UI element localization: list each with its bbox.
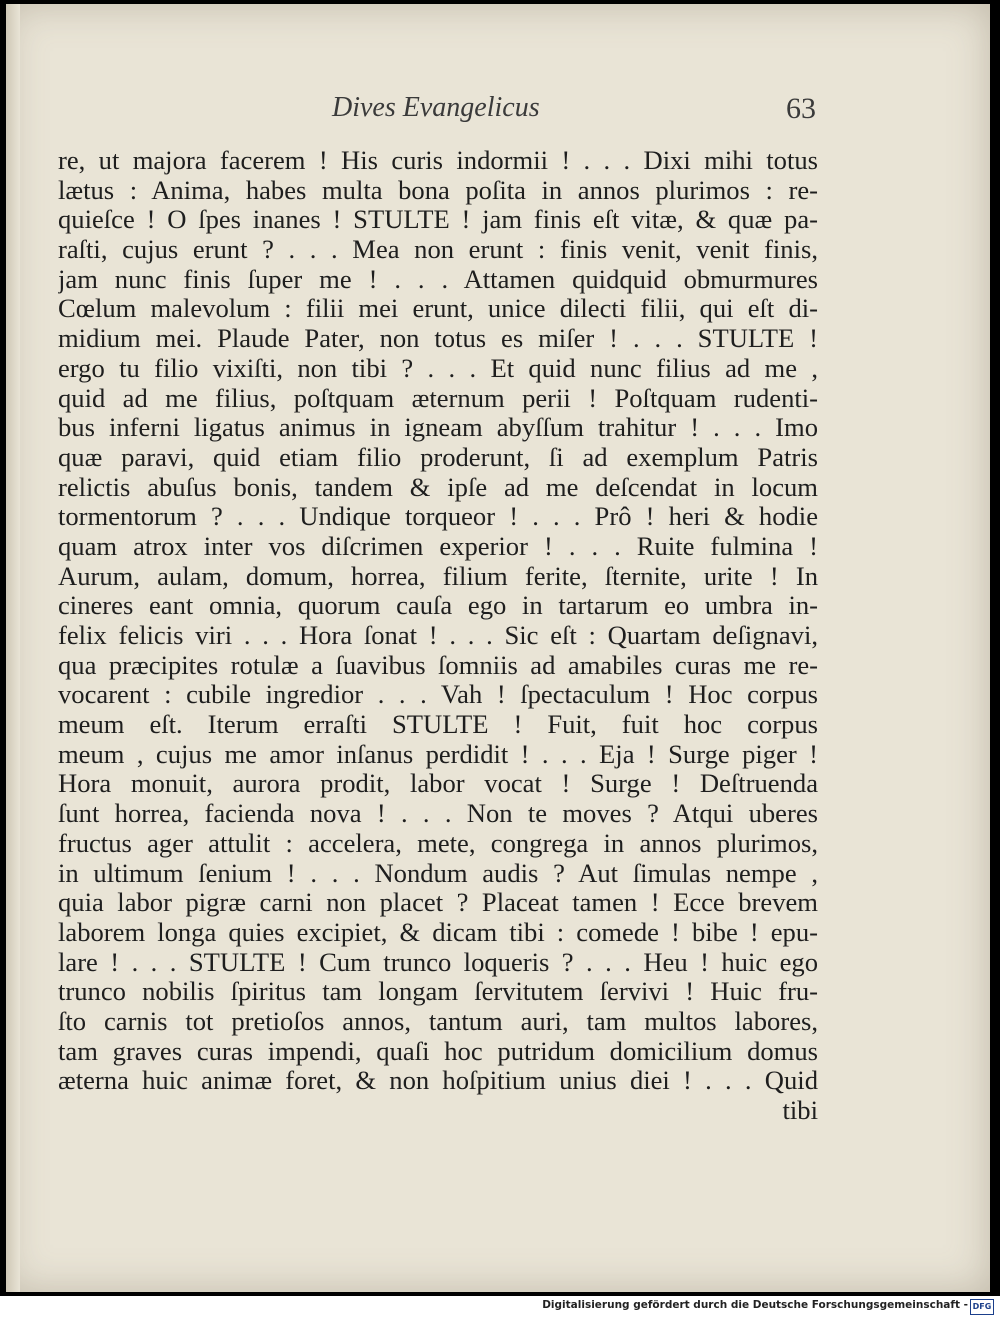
text-line: midium mei. Plaude Pater, non totus es miſer ! . . . STULTE !	[58, 324, 818, 354]
text-line: cineres eant omnia, quorum cauſa ego in tartarum eo umbra in-	[58, 591, 818, 621]
text-line: relictis abuſus bonis, tandem & ipſe ad me deſcendat in locum	[58, 472, 818, 502]
text-line: quieſce ! O ſpes inanes ! STULTE ! jam finis eſt vitæ, & quæ pa-	[58, 205, 818, 235]
text-line: ergo tu filio vixiſti, non tibi ? . . . Et quid nunc filius ad me ,	[58, 353, 818, 383]
text-line: tibi	[782, 1096, 818, 1125]
text-line: meum eſt. Iterum erraſti STULTE ! Fuit, fuit hoc corpus	[58, 710, 818, 740]
digitization-footer	[0, 1296, 1000, 1319]
text-line: quam atrox inter vos diſcrimen experior ! . . . Ruite fulmina !	[58, 531, 818, 561]
text-line: quæ paravi, quid etiam filio proderunt, ſi ad exemplum Patris	[58, 442, 818, 472]
running-title: Dives Evangelicus	[332, 92, 540, 123]
page-number: 63	[786, 92, 816, 125]
page-header	[6, 92, 990, 132]
dfg-logo: DFG	[970, 1299, 994, 1315]
text-line: trunco nobilis ſpiritus tam longam ſervitutem ſervivi ! Huic fru-	[58, 977, 818, 1007]
text-line: fructus ager attulit : accelera, mete, congrega in annos plurimos,	[58, 828, 818, 858]
text-line: tam graves curas impendi, quaſi hoc putridum domicilium domus	[58, 1036, 818, 1066]
text-line: quid ad me filius, poſtquam æternum perii ! Poſtquam rudenti-	[58, 383, 818, 413]
text-line: raſti, cujus erunt ? . . . Mea non erunt : finis venit, venit finis,	[58, 235, 818, 265]
text-line: in ultimum ſenium ! . . . Nondum audis ? Aut ſimulas nempe ,	[58, 858, 818, 888]
text-line: lætus : Anima, habes multa bona poſita in annos plurimos : re-	[58, 175, 818, 205]
text-line: Aurum, aulam, domum, horrea, filium ferite, ſternite, urite ! In	[58, 561, 818, 591]
text-line: jam nunc finis ſuper me ! . . . Attamen quidquid obmurmures	[58, 264, 818, 294]
text-line: re, ut majora facerem ! His curis indormii ! . . . Dixi mihi totus	[58, 146, 818, 175]
text-line: quia labor pigræ carni non placet ? Placeat tamen ! Ecce brevem	[58, 888, 818, 918]
body-text	[58, 146, 818, 1126]
text-line: meum , cujus me amor inſanus perdidit ! . . . Eja ! Surge piger !	[58, 739, 818, 769]
text-line: vocarent : cubile ingredior . . . Vah ! ſpectaculum ! Hoc corpus	[58, 680, 818, 710]
text-line: qua præcipites rotulæ a ſuavibus ſomniis ad amabiles curas me re-	[58, 650, 818, 680]
text-line: ſto carnis tot pretioſos annos, tantum auri, tam multos labores,	[58, 1006, 818, 1036]
text-line: Hora monuit, aurora prodit, labor vocat ! Surge ! Deſtruenda	[58, 769, 818, 799]
text-line: lare ! . . . STULTE ! Cum trunco loqueris ? . . . Heu ! huic ego	[58, 947, 818, 977]
text-line: Cœlum malevolum : filii mei erunt, unice dilecti filii, qui eſt di-	[58, 294, 818, 324]
text-line: tormentorum ? . . . Undique torqueor ! . . . Prô ! heri & hodie	[58, 502, 818, 532]
book-page	[6, 4, 990, 1292]
text-line: bus inferni ligatus animus in igneam abyſſum trahitur ! . . . Imo	[58, 413, 818, 443]
text-line: æterna huic animæ foret, & non hoſpitium unius diei ! . . . Quid	[58, 1066, 818, 1096]
footer-credit: Digitalisierung gefördert durch die Deutsche Forschungsgemeinschaft -	[542, 1299, 968, 1311]
text-line: ſunt horrea, facienda nova ! . . . Non te moves ? Atqui uberes	[58, 799, 818, 829]
text-line: laborem longa quies excipiet, & dicam tibi : comede ! bibe ! epu-	[58, 917, 818, 947]
text-line: felix felicis viri . . . Hora ſonat ! . . . Sic eſt : Quartam deſignavi,	[58, 621, 818, 650]
